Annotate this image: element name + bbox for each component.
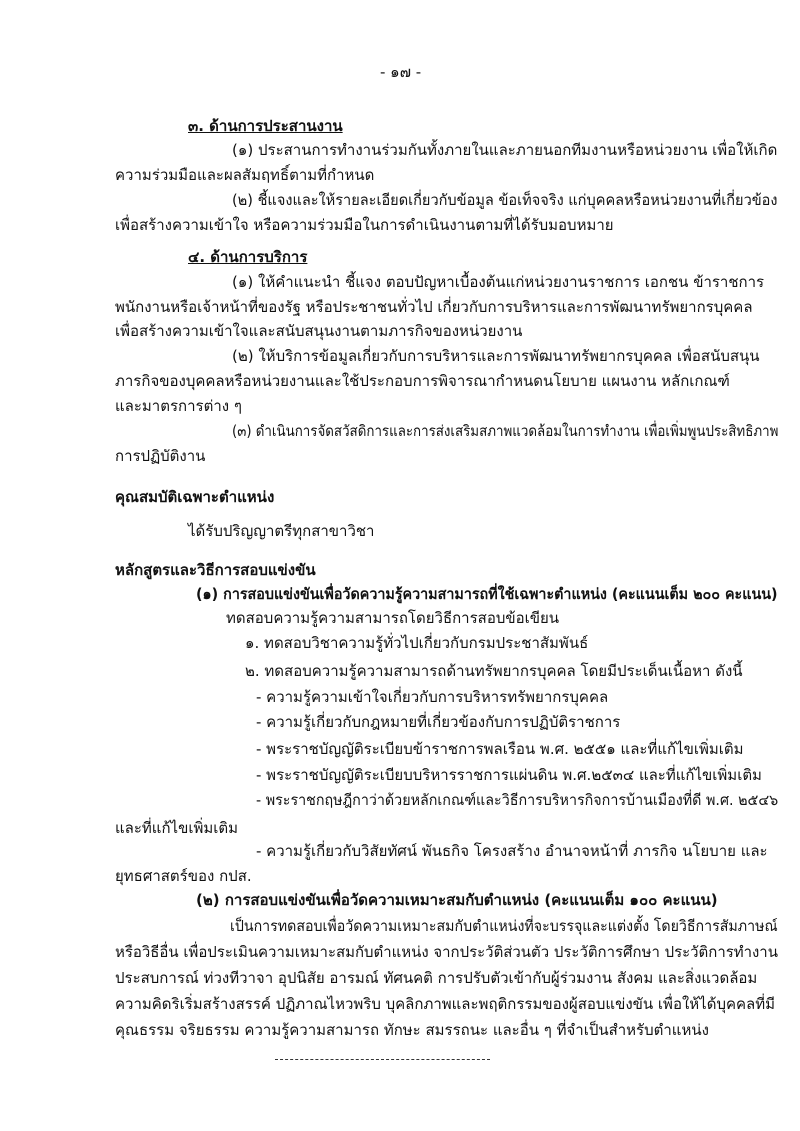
section3-line: (๒) ชี้แจงและให้รายละเอียดเกี่ยวกับข้อมูล ข้อเท็จจริง แก่บุคคลหรือหน่วยงานที่เกี่ยวข้อง [232, 191, 778, 209]
qualifications-text: ได้รับปริญญาตรีทุกสาขาวิชา [188, 522, 375, 540]
exam-part1-title: (๑) การสอบแข่งขันเพื่อวัดความรู้ความสามารถที่ใช้เฉพาะตำแหน่ง (คะแนนเต็ม ๒๐๐ คะแนน) [196, 585, 778, 603]
section4-line: (๑) ให้คำแนะนำ ชี้แจง ตอบปัญหาเบื้องต้นแก่หน่วยงานราชการ เอกชน ข้าราชการ [232, 273, 765, 291]
section3-heading: ๓. ด้านการประสานงาน [188, 117, 343, 135]
exam-part2-line: ความคิดริเริ่มสร้างสรรค์ ปฏิภาณไหวพริบ บุคลิกภาพและพฤติกรรมของผู้สอบแข่งขัน เพื่อให้ได้บุคคลที่มี [115, 995, 776, 1013]
exam-bullet: - ความรู้ความเข้าใจเกี่ยวกับการบริหารทรัพยากรบุคคล [256, 688, 609, 706]
qualifications-heading: คุณสมบัติเฉพาะตำแหน่ง [115, 488, 275, 506]
exam-bullet-continuation: และที่แก้ไขเพิ่มเติม [115, 819, 239, 837]
exam-bullet: - ความรู้เกี่ยวกับกฎหมายที่เกี่ยวข้องกับการปฏิบัติราชการ [256, 713, 621, 731]
section4-line: พนักงานหรือเจ้าหน้าที่ของรัฐ หรือประชาชนทั่วไป เกี่ยวกับการบริหารและการพัฒนาทรัพยากรบุคคล [115, 298, 753, 316]
exam-part2-title: (๒) การสอบแข่งขันเพื่อวัดความเหมาะสมกับตำแหน่ง (คะแนนเต็ม ๑๐๐ คะแนน) [196, 891, 718, 909]
exam-bullet: - พระราชบัญญัติระเบียบข้าราชการพลเรือน พ.ศ. ๒๕๕๑ และที่แก้ไขเพิ่มเติม [256, 740, 744, 758]
section3-line: เพื่อสร้างความเข้าใจ หรือความร่วมมือในการดำเนินงานตามที่ได้รับมอบหมาย [115, 216, 614, 234]
section4-line: (๓) ดำเนินการจัดสวัสดิการและการส่งเสริมสภาพแวดล้อมในการทำงาน เพื่อเพิ่มพูนประสิทธิภาพ [232, 422, 779, 440]
exam-bullet: - พระราชบัญญัติระเบียบบริหารราชการแผ่นดิน พ.ศ.๒๕๓๔ และที่แก้ไขเพิ่มเติม [256, 766, 762, 784]
page-number: - ๑๗ - [380, 63, 422, 81]
exam-bullet-continuation: ยุทธศาสตร์ของ กปส. [115, 867, 252, 885]
section4-line: การปฏิบัติงาน [115, 447, 206, 465]
exam-item1: ๑. ทดสอบวิชาความรู้ทั่วไปเกี่ยวกับกรมประชาสัมพันธ์ [245, 634, 589, 652]
section4-line: ภารกิจของบุคคลหรือหน่วยงานและใช้ประกอบการพิจารณากำหนดนโยบาย แผนงาน หลักเกณฑ์ [115, 372, 730, 390]
section4-line: และมาตรการต่าง ๆ [115, 397, 242, 415]
exam-bullet: - ความรู้เกี่ยวกับวิสัยทัศน์ พันธกิจ โครงสร้าง อำนาจหน้าที่ ภารกิจ นโยบาย และ [256, 842, 768, 860]
exam-part2-line: หรือวิธีอื่น เพื่อประเมินความเหมาะสมกับตำแหน่ง จากประวัติส่วนตัว ประวัติการศึกษา ประวัติการทำงาน [115, 943, 778, 961]
end-divider [275, 1059, 490, 1060]
section4-line: (๒) ให้บริการข้อมูลเกี่ยวกับการบริหารและการพัฒนาทรัพยากรบุคคล เพื่อสนับสนุน [232, 347, 760, 365]
section4-heading: ๔. ด้านการบริการ [188, 248, 308, 266]
exam-heading: หลักสูตรและวิธีการสอบแข่งขัน [115, 561, 316, 579]
exam-part1-method: ทดสอบความรู้ความสามารถโดยวิธีการสอบข้อเขียน [226, 609, 560, 627]
section3-line: (๑) ประสานการทำงานร่วมกันทั้งภายในและภายนอกทีมงานหรือหน่วยงาน เพื่อให้เกิด [232, 141, 778, 159]
section4-line: เพื่อสร้างความเข้าใจและสนับสนุนงานตามภารกิจของหน่วยงาน [115, 322, 523, 340]
exam-part2-line: ประสบการณ์ ท่วงทีวาจา อุปนิสัย อารมณ์ ทัศนคติ การปรับตัวเข้ากับผู้ร่วมงาน สังคม และสิ่งแวดล้อม [115, 969, 758, 987]
exam-item2: ๒. ทดสอบความรู้ความสามารถด้านทรัพยากรบุคคล โดยมีประเด็นเนื้อหา ดังนี้ [245, 662, 743, 680]
section3-line: ความร่วมมือและผลสัมฤทธิ์ตามที่กำหนด [115, 166, 375, 184]
exam-part2-line: เป็นการทดสอบเพื่อวัดความเหมาะสมกับตำแหน่งที่จะบรรจุและแต่งตั้ง โดยวิธีการสัมภาษณ์ [230, 917, 778, 935]
exam-part2-line: คุณธรรม จริยธรรม ความรู้ความสามารถ ทักษะ สมรรถนะ และอื่น ๆ ที่จำเป็นสำหรับตำแหน่ง [115, 1021, 709, 1039]
exam-bullet: - พระราชกฤษฎีกาว่าด้วยหลักเกณฑ์และวิธีการบริหารกิจการบ้านเมืองที่ดี พ.ศ. ๒๕๔๖ [256, 791, 779, 809]
